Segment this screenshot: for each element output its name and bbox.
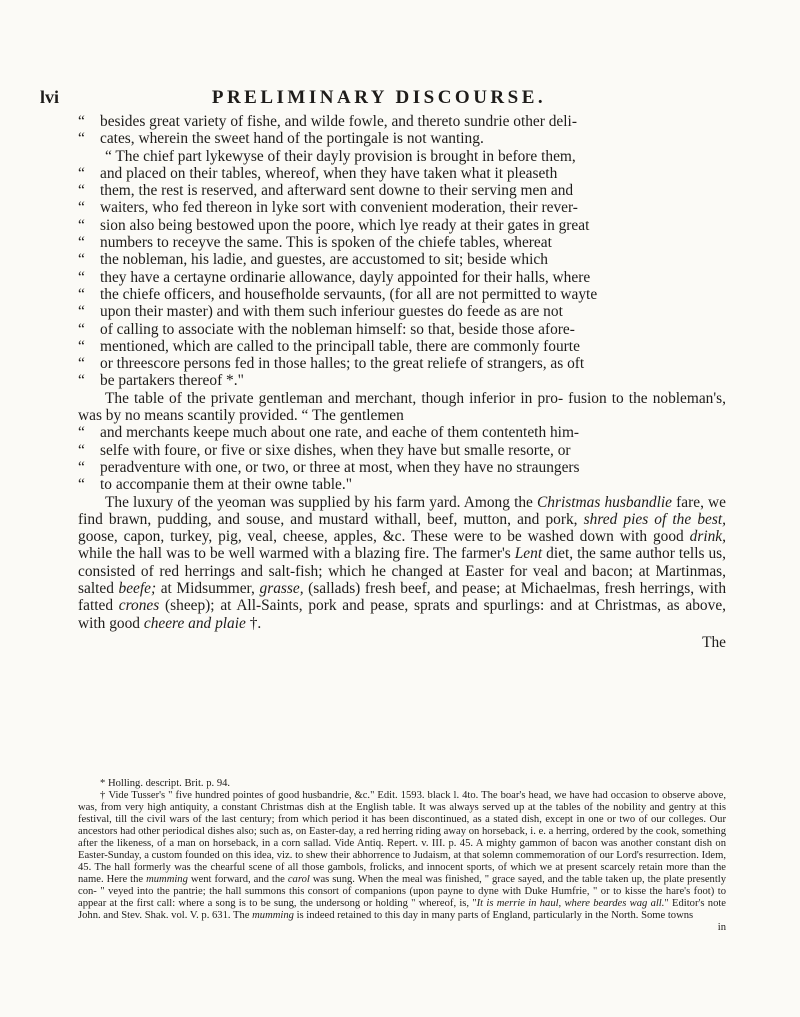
page-number: lvi	[40, 87, 60, 107]
quote-line: “ to accompanie them at their owne table."	[78, 476, 353, 494]
quote-line: “ the nobleman, his ladie, and guestes, are accustomed to sit; beside which	[78, 251, 548, 269]
paragraph-yeoman: The luxury of the yeoman was supplied by his farm yard. Among the Christmas husbandlie fare, we find brawn, pudding, and souse, and mustard withall, beef, mutton, and pork, shred pies of the best, goose, capon, turkey, pig, veal, cheese, apples, &c. These were to be washed down with good drink, while the hall was to be well warmed with a blazing fire. The farmer's Lent diet, the same author tells us, consisted of red herrings and salt-fish; which he changed at Easter for veal and bacon; at Martinmas, salted beefe; at Midsummer, grasse, (sallads) fresh beef, and pease; at Michaelmas, fresh herrings, with fatted crones (sheep); at All-Saints, pork and pease, sprats and spurlings: and at Christmas, as above, with good cheere and plaie †.	[78, 493, 727, 632]
quote-line: “ besides great variety of fishe, and wilde fowle, and thereto sundrie other deli-	[78, 113, 577, 130]
footnote-catchword: in	[717, 922, 726, 933]
quote-line: “ selfe with foure, or five or sixe dishes, when they have but smalle resorte, or	[78, 441, 571, 459]
quote-line: “ upon their master) and with them such inferiour guestes do feede as are not	[78, 303, 563, 321]
quotation-2	[78, 148, 726, 390]
footnotes	[78, 778, 726, 934]
footnote-1: * Holling. descript. Brit. p. 94.	[100, 778, 231, 789]
running-title: PRELIMINARY DISCOURSE.	[211, 87, 547, 108]
paragraph-text: The table of the private gentleman and merchant, though inferior in pro- fusion to the nobleman's, was by no means scantily provided. “ The gentlemen	[78, 389, 726, 425]
quote-line: “ or threescore persons fed in those halles; to the great reliefe of strangers, as oft	[78, 355, 585, 373]
quote-line: “ mentioned, which are called to the principall table, there are commonly fourte	[78, 337, 580, 355]
quote-line: “ sion also being bestowed upon the poore, which lye ready at their gates in great	[78, 216, 590, 234]
quote-line: “ the chiefe officers, and housefholde servaunts, (for all are not permitted to wayte	[78, 285, 598, 303]
footnote-2: † Vide Tusser's " five hundred pointes of good husbandrie, &c." Edit. 1593. black l. 4to. The boar's head, we have had occasion to observe above, was, from very high antiquity, a constant Christmas dish at the English table. It was always served up at the tables of the nobility and gentry at this festival, till the civil wars of the last century; from which period it has been discontinued, as a stated dish, except in one or two of our colleges. Our ancestors had other periodical dishes also; such as, on Easter-day, a red herring riding away on horseback, i. e. a herring, ordered by the cook, something after the likeness, of a man on horseback, in a corn sallad. Vide Antiq. Repert. v. III. p. 45. A mighty gammon of bacon was another constant dish on Easter-Sunday, a custom founded on this idea, viz. to shew their abhorrence to Judaism, at that solemn commemoration of our Lord's resurrection. Idem, 45. The hall formerly was the chearful scene of all those gambols, frolicks, and innocent sports, of which we at present scarcely retain more than the name. Here the mumming went forward, and the carol was sung. When the meal was finished, " grace sayed, and the table taken up, the plate presently con- " veyed into the pantrie; the hall summons this consort of companions (upon payne to dyne with Duke Humfrie, " or to kisse the hare's foot) to appear at the first call: where a song is to be sung, the undersong or holding " whereof, is, "It is merrie in haul, where beardes wag all." Editor's note John. and Stev. Shak. vol. V. p. 631. The mumming is indeed retained to this day in many parts of England, particularly in the North. Some towns	[78, 790, 727, 921]
quote-line: “ cates, wherein the sweet hand of the portingale is not wanting.	[78, 130, 484, 148]
quotation-1	[78, 113, 726, 148]
catchword: The	[702, 633, 726, 651]
quote-line: “ of calling to associate with the nobleman himself: so that, beside those afore-	[78, 320, 575, 338]
quote-line: “ and placed on their tables, whereof, when they have taken what it pleaseth	[78, 164, 558, 182]
main-text	[78, 113, 726, 651]
quote-line: “ waiters, who fed thereon in lyke sort with convenient moderation, their rever-	[78, 199, 578, 217]
running-header	[40, 87, 660, 109]
paragraph-gentleman	[78, 390, 726, 494]
quote-line: “ The chief part lykewyse of their dayly provision is brought in before them,	[105, 147, 576, 165]
quote-line: “ be partakers thereof *."	[78, 372, 244, 390]
quote-line: “ they have a certayne ordinarie allowance, dayly appointed for their halls, where	[78, 268, 591, 286]
quote-line: “ peradventure with one, or two, or three at most, when they have no straungers	[78, 458, 580, 476]
quote-line: “ them, the rest is reserved, and afterward sent downe to their serving men and	[78, 182, 574, 200]
quote-line: “ numbers to receyve the same. This is spoken of the chiefe tables, whereat	[78, 234, 552, 252]
quote-line: “ and merchants keepe much about one rate, and eache of them contenteth him-	[78, 424, 580, 442]
